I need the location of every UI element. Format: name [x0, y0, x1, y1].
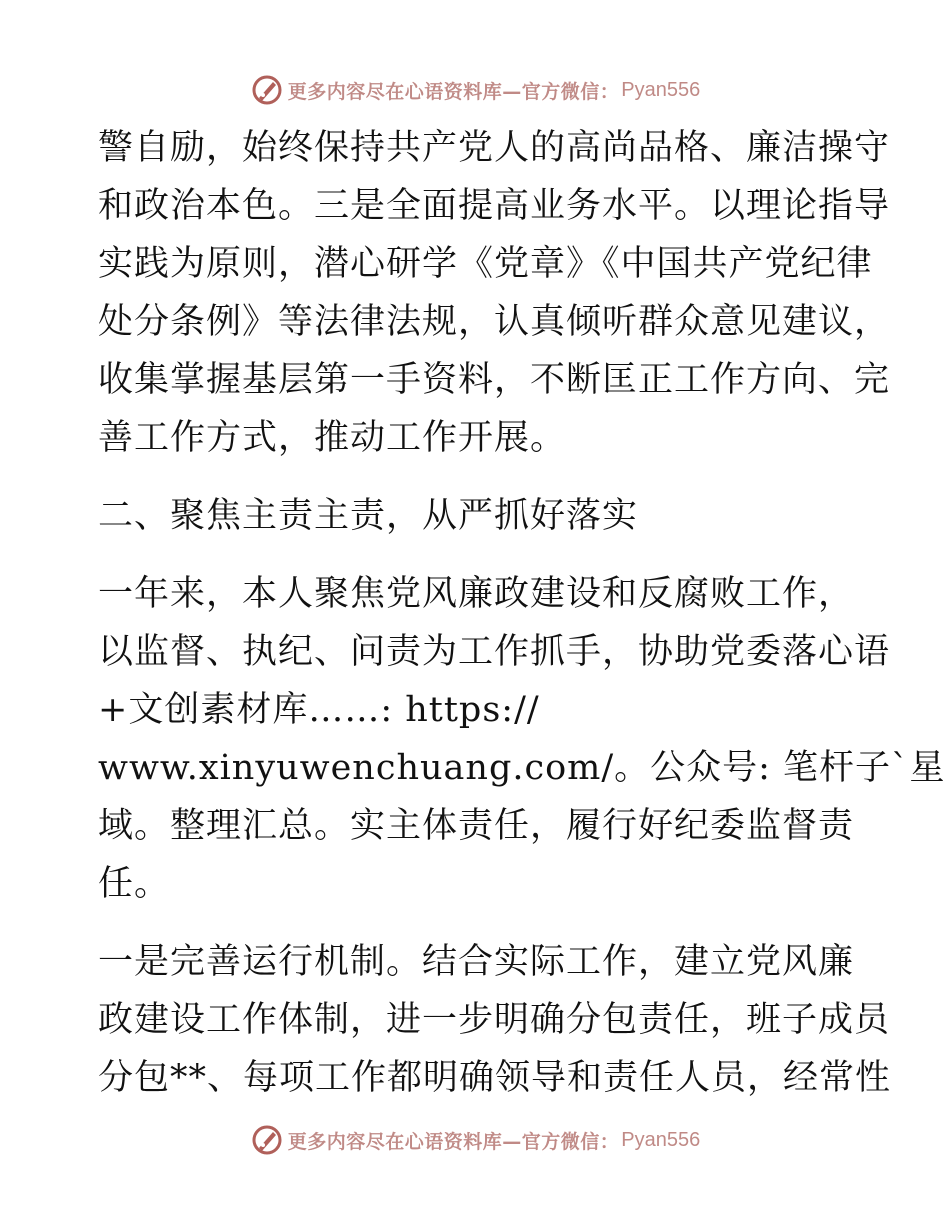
text-line: 一是完善运行机制。结合实际工作，建立党风廉: [98, 942, 855, 982]
text-line: 分包**、每项工作都明确领导和责任人员，经常性: [98, 1058, 892, 1098]
section-heading: [98, 487, 858, 545]
text-line: www.xinyuwenchuang.com/。公众号: 笔杆子`星: [98, 748, 946, 788]
paragraph-gap: [98, 467, 858, 487]
header-watermark-banner: [0, 70, 950, 110]
text-line: 和政治本色。三是全面提高业务水平。以理论指导: [98, 186, 891, 226]
document-body: [98, 119, 946, 1107]
text-line: 实践为原则，潜心研学《党章》《中国共产党纪律: [98, 244, 873, 284]
paragraph-gap: [98, 545, 858, 565]
pen-nib-icon: [250, 1123, 284, 1157]
text-line: 以监督、执纪、问责为工作抓手，协助党委落心语: [98, 632, 891, 672]
text-line: 善工作方式，推动工作开展。: [98, 418, 567, 458]
banner-handle: Pyan556: [621, 78, 701, 101]
paragraph-3: [98, 565, 946, 913]
text-line: 域。整理汇总。实主体责任，履行好纪委监督责: [98, 806, 855, 846]
text-line: 警自励，始终保持共产党人的高尚品格、廉洁操守: [98, 128, 891, 168]
text-line: +文创素材库……: https://: [98, 690, 540, 730]
paragraph-4: [98, 933, 892, 1107]
text-line: 政建设工作体制，进一步明确分包责任，班子成员: [98, 1000, 891, 1040]
text-line: 任。: [98, 864, 171, 904]
banner-handle: Pyan556: [621, 1128, 701, 1151]
footer-watermark-banner: [0, 1120, 950, 1160]
text-line: 一年来，本人聚焦党风廉政建设和反腐败工作，: [98, 574, 855, 614]
paragraph-gap: [98, 913, 858, 933]
paragraph-1: [98, 119, 891, 467]
text-line: 处分条例》等法律法规，认真倾听群众意见建议，: [98, 302, 891, 342]
pen-nib-icon: [250, 73, 284, 107]
text-line: 收集掌握基层第一手资料，不断匡正工作方向、完: [98, 360, 891, 400]
heading-line: 二、聚焦主责主责，从严抓好落实: [98, 496, 639, 536]
banner-text: 更多内容尽在心语资料库—官方微信：: [287, 80, 620, 103]
banner-text: 更多内容尽在心语资料库—官方微信：: [287, 1130, 620, 1153]
